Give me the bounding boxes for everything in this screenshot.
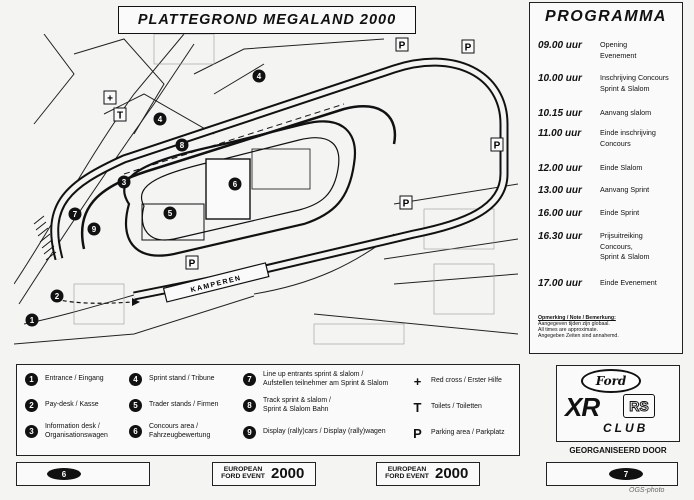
programma-item	[538, 73, 678, 94]
legend-number: 1	[25, 373, 38, 386]
programma-panel	[529, 2, 683, 354]
map-marker-4b: 4	[157, 115, 163, 124]
page-number-right: 7	[609, 468, 643, 480]
map-legend	[16, 364, 520, 456]
programma-desc-line: Aanvang slalom	[600, 108, 652, 117]
footer-left-box	[16, 462, 150, 486]
programma-item	[538, 208, 678, 219]
programma-time: 10.15 uur	[538, 108, 582, 119]
redcross-sign: +	[107, 93, 113, 105]
programma-item	[538, 231, 678, 263]
legend-item	[129, 423, 210, 440]
event-badge-year: 2000	[435, 465, 469, 482]
map-marker-9: 9	[91, 225, 97, 234]
programma-item	[538, 128, 678, 149]
event-badge-year: 2000	[271, 465, 305, 482]
parking-sign-3: P	[493, 140, 501, 152]
photo-watermark: OGS-photo	[629, 487, 665, 494]
programma-item	[538, 185, 678, 196]
map-marker-1: 1	[29, 316, 35, 325]
programma-desc	[600, 231, 650, 263]
programma-desc-line: Concours,	[600, 241, 633, 251]
legend-item	[411, 400, 482, 415]
toilet-icon: T	[413, 400, 422, 415]
legend-number: 3	[25, 425, 38, 438]
programma-note-heading: Opmerking / Note / Bemerkung:	[538, 315, 616, 321]
organised-by: GEORGANISEERD DOOR	[569, 446, 667, 455]
footer-right-box	[546, 462, 678, 486]
legend-number: 6	[129, 425, 142, 438]
event-badge-label: EUROPEAN FORD EVENT	[385, 466, 429, 480]
legend-number: 2	[25, 399, 38, 412]
map-marker-4: 4	[256, 72, 262, 81]
legend-text: Red cross / Erster Hilfe	[431, 377, 502, 385]
programma-time: 17.00 uur	[538, 278, 582, 289]
programma-desc	[600, 278, 657, 289]
programma-desc-line: Inschrijving Concours	[600, 73, 669, 82]
programma-desc	[600, 208, 639, 219]
parking-sign-2: P	[464, 42, 472, 54]
concours-area	[206, 159, 250, 219]
programma-desc	[600, 73, 669, 94]
parking-sign-5: P	[188, 258, 196, 270]
legend-item	[129, 399, 218, 412]
european-ford-event-badge	[376, 462, 480, 486]
parking-sign-4: P	[402, 198, 410, 210]
legend-number: 7	[243, 373, 256, 386]
grass-area	[252, 149, 310, 189]
programma-desc	[600, 185, 649, 196]
legend-item	[243, 397, 331, 414]
programma-desc	[600, 108, 651, 119]
legend-text: Trader stands / Firmen	[149, 401, 219, 409]
map-marker-5: 5	[167, 209, 173, 218]
programma-item	[538, 40, 678, 61]
programma-time: 16.30 uur	[538, 231, 582, 242]
programma-desc-line: Opening	[600, 40, 628, 49]
programma-desc	[600, 128, 656, 149]
legend-number: 5	[129, 399, 142, 412]
club-logo-text: CLUB	[603, 421, 649, 435]
map-title: PLATTEGROND MEGALAND 2000	[137, 12, 397, 28]
legend-text: Information desk / Organisationswagen	[45, 423, 108, 439]
legend-number: 9	[243, 426, 256, 439]
programma-desc-line: Sprint & Slalom	[600, 83, 650, 93]
programma-desc-line: Einde Evenement	[600, 278, 657, 287]
programma-item	[538, 108, 678, 119]
legend-item	[243, 371, 388, 388]
site-map	[14, 34, 518, 352]
programma-desc-line: Concours	[600, 138, 631, 148]
programma-desc-line: Prijsuitreiking	[600, 231, 643, 240]
programma-desc-line: Aanvang Sprint	[600, 185, 650, 194]
legend-text: Track sprint & slalom / Sprint & Slalom Bahn	[263, 397, 331, 413]
programma-time: 13.00 uur	[538, 185, 582, 196]
programma-desc-line: Einde Sprint	[600, 208, 640, 217]
legend-text: Pay-desk / Kasse	[45, 401, 99, 409]
legend-text: Display (rally)cars / Display (rally)wagen	[263, 428, 386, 436]
event-badge-label: EUROPEAN FORD EVENT	[221, 466, 265, 480]
camping-label: KAMPEREN	[190, 274, 243, 295]
legend-text: Parking area / Parkplatz	[431, 429, 505, 437]
programma-item	[538, 278, 678, 289]
programma-note	[538, 315, 678, 339]
programma-time: 11.00 uur	[538, 128, 582, 139]
programma-desc-line: Einde inschrijving	[600, 128, 656, 137]
programma-time: 10.00 uur	[538, 73, 582, 84]
legend-number: 8	[243, 399, 256, 412]
european-ford-event-badge	[212, 462, 316, 486]
legend-number: 4	[129, 373, 142, 386]
map-marker-8: 8	[179, 141, 185, 150]
xr-logo-text: XR	[565, 392, 600, 422]
programma-desc-line: Evenement	[600, 50, 637, 60]
legend-item	[25, 399, 99, 412]
programma-time: 12.00 uur	[538, 163, 582, 174]
legend-text: Line up entrants sprint & slalom / Aufstellen teilnehmer am Sprint & Slalom	[263, 371, 389, 387]
map-marker-7: 7	[72, 210, 78, 219]
map-marker-2: 2	[54, 292, 60, 301]
legend-item	[25, 373, 104, 386]
programma-title: PROGRAMMA	[545, 8, 667, 25]
programma-desc	[600, 40, 636, 61]
programma-item	[538, 163, 678, 174]
programma-note-line: Angegeben Zeiten sind annahemd.	[538, 333, 619, 339]
programma-desc-line: Sprint & Slalom	[600, 252, 650, 261]
programma-note-line: All times are approximate.	[538, 327, 598, 333]
programma-desc	[600, 163, 642, 174]
legend-text: Entrance / Eingang	[45, 375, 104, 383]
legend-item	[411, 426, 505, 441]
ford-logo: Ford	[581, 369, 641, 393]
entrance-arrow	[56, 299, 132, 303]
programma-time: 09.00 uur	[538, 40, 582, 51]
page-number-left: 6	[47, 468, 81, 480]
map-marker-6: 6	[232, 180, 238, 189]
map-title-box	[118, 6, 416, 34]
legend-item	[25, 423, 108, 440]
red-cross-icon: +	[413, 374, 422, 389]
parking-icon: P	[413, 426, 422, 441]
legend-item	[243, 426, 386, 439]
ford-xr-rs-club-logo	[556, 365, 680, 442]
programma-note-line: Aangegeven tijden zijn globaal.	[538, 321, 610, 327]
legend-text: Concours area / Fahrzeugbewertung	[149, 423, 211, 439]
map-marker-3: 3	[121, 178, 127, 187]
rs-logo-text: RS	[623, 394, 655, 418]
parking-sign-1: P	[398, 40, 406, 52]
legend-item	[129, 373, 215, 386]
programma-time: 16.00 uur	[538, 208, 582, 219]
toilet-sign: T	[116, 110, 124, 122]
legend-text: Sprint stand / Tribune	[149, 375, 215, 383]
programma-desc-line: Einde Slalom	[600, 163, 643, 172]
legend-item	[411, 374, 502, 389]
legend-text: Toilets / Toiletten	[431, 403, 482, 411]
